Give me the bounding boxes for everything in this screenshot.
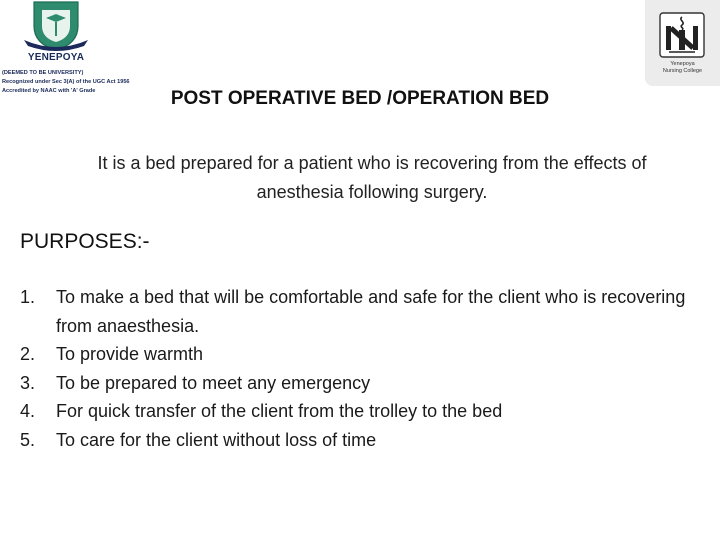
list-item [20,283,700,340]
list-item-text: For quick transfer of the client from the trolley to the bed [56,401,503,421]
list-item-number: 2. [20,344,36,364]
list-item-number: 3. [20,372,36,393]
list-item [20,397,700,426]
list-item-number: 4. [20,401,36,421]
list-item-text: To make a bed that will be comfortable and safe for the client who is recovering from anaesthesia. [56,287,686,336]
university-subtitle: (DEEMED TO BE UNIVERSITY) [2,70,84,76]
list-item [20,369,700,398]
list-item-number: 1. [20,287,36,307]
list-item-text: To provide warmth [56,344,204,364]
shield-icon [22,0,90,52]
purposes-list [20,283,700,454]
university-name: YENEPOYA [27,52,85,63]
slide-title: POST OPERATIVE BED /OPERATION BED [170,88,550,109]
list-item-text: To be prepared to meet any emergency [56,372,371,393]
college-name-line-2: Nursing College [662,68,703,74]
university-recognition: Recognized under Sec 3(A) of the UGC Act 1956 [2,79,130,85]
list-item-text: To care for the client without loss of time [56,429,377,450]
list-item [20,340,700,369]
list-item [20,426,700,455]
college-logo [645,0,720,86]
list-item-number: 5. [20,429,36,450]
college-name-line-1: Yenepoya [670,61,695,67]
nursing-emblem-icon [659,12,705,58]
purposes-heading: PURPOSES:- [20,230,150,253]
definition-text: It is a bed prepared for a patient who is recovering from the effects of anesthesia following surgery. [97,153,647,202]
university-accreditation: Accredited by NAAC with 'A' Grade [2,88,96,94]
